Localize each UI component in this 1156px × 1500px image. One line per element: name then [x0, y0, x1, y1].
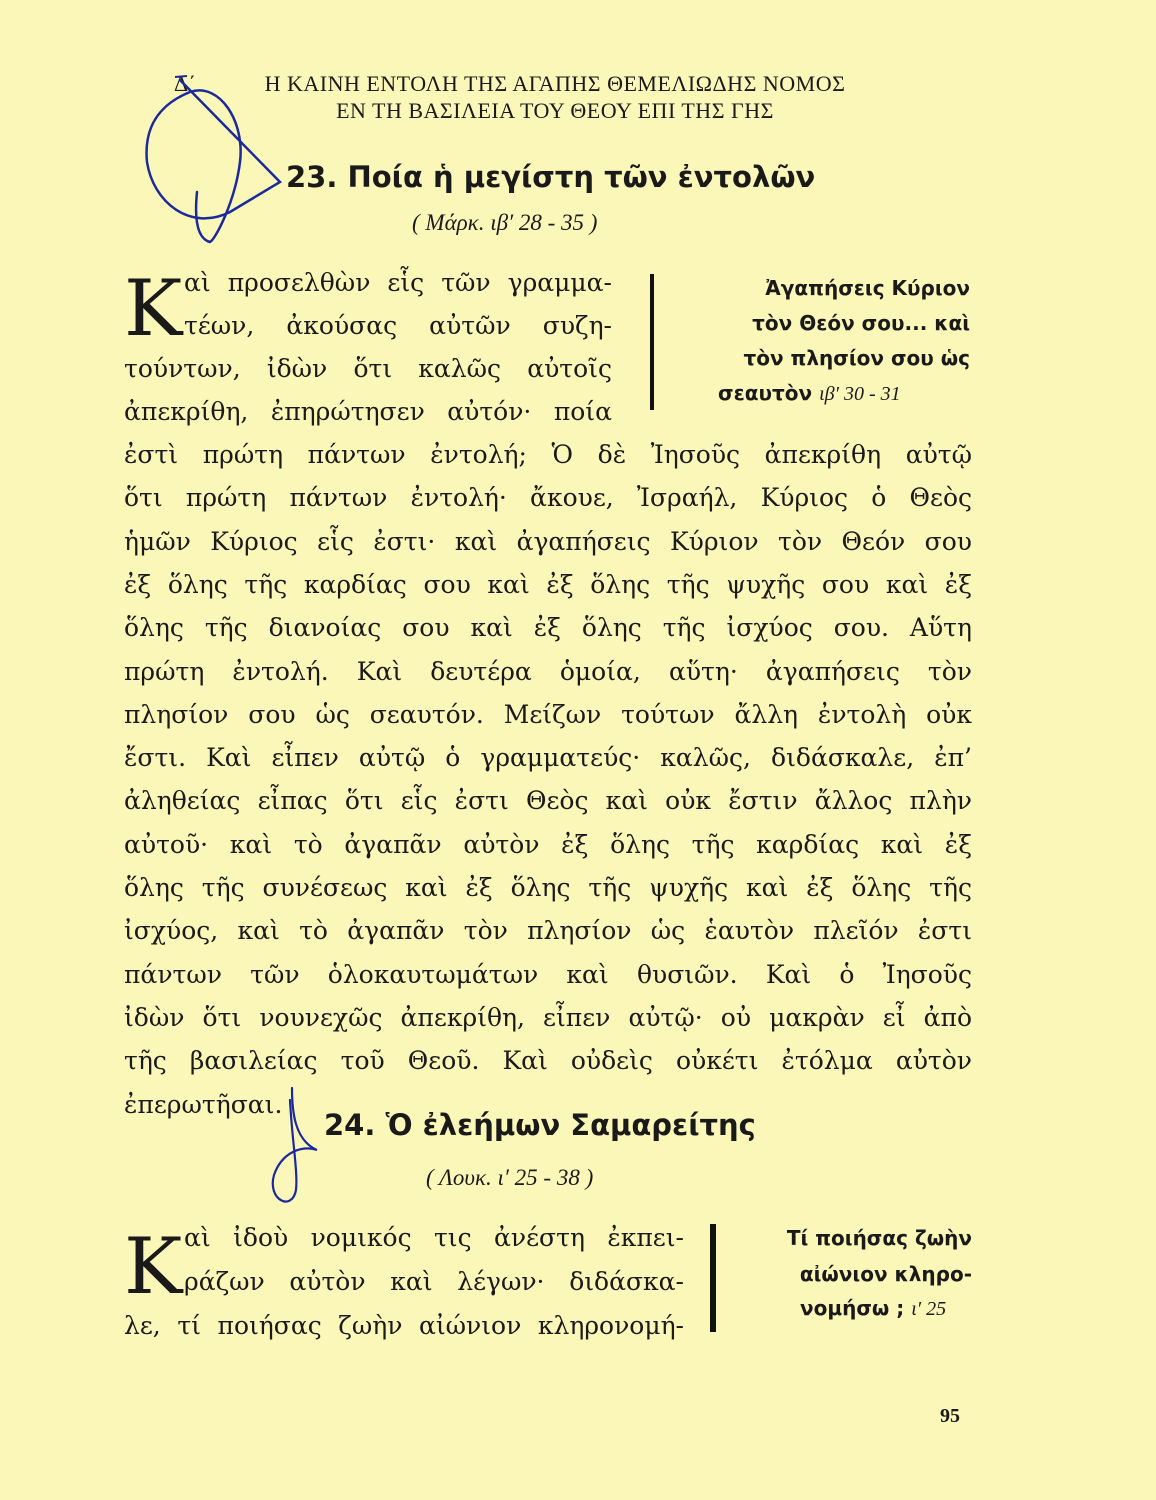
section-23-quote-line-3: τὸν πλησίον σου ὡς — [743, 346, 970, 370]
section-23-body-line: ἀληθείας εἶπας ὅτι εἷς ἐστι Θεὸς καὶ οὐκ ἔστιν ἄλλος πλὴν — [124, 786, 972, 816]
section-24-quote-last-word: νομήσω ; — [800, 1296, 905, 1320]
chapter-header-line-2: ΕΝ ΤΗ ΒΑΣΙΛΕΙΑ ΤΟΥ ΘΕΟΥ ΕΠΙ ΤΗΣ ΓΗΣ — [336, 98, 774, 123]
section-24-line-3: λε, τί ποιήσας ζωὴν αἰώνιον κληρονομή- — [124, 1311, 684, 1340]
section-23-body-line: ἔστι. Καὶ εἶπεν αὐτῷ ὁ γραμματεύς· καλῶς, διδάσκαλε, ἐπ’ — [124, 743, 972, 773]
section-24-reference: ( Λουκ. ι′ 25 - 38 ) — [426, 1165, 594, 1190]
section-23-quote-line-1: Ἀγαπήσεις Κύριον — [765, 276, 970, 300]
section-23-body-line: τῆς βασιλείας τοῦ Θεοῦ. Καὶ οὐδεὶς οὐκέτι ἐτόλμα αὐτὸν — [124, 1046, 972, 1076]
section-23-body-line: ὅτι πρώτη πάντων ἐντολή· ἄκουε, Ἰσραήλ, Κύριος ὁ Θεὸς — [124, 483, 972, 513]
chapter-marker: Δ΄ — [174, 71, 197, 96]
section-23-quote-last-word: σεαυτὸν — [718, 381, 813, 405]
section-23-body-line: ὅλης τῆς συνέσεως καὶ ἐξ ὅλης τῆς ψυχῆς καὶ ἐξ ὅλης τῆς — [124, 873, 972, 902]
section-23-title: 23. Ποία ἡ μεγίστη τῶν ἐντολῶν — [286, 160, 816, 194]
section-23-body-line: πλησίον σου ὡς σεαυτόν. Μείζων τούτων ἄλλη ἐντολὴ οὐκ — [124, 699, 972, 729]
section-23-line-2: τέων, ἀκούσας αὐτῶν συζη- — [184, 311, 612, 340]
section-23-body-line: ὅλης τῆς διανοίας σου καὶ ἐξ ὅλης τῆς ἰσχύος σου. Αὕτη — [124, 613, 972, 643]
page-number: 95 — [940, 1405, 960, 1427]
section-24-quote-divider — [710, 1224, 716, 1332]
section-23-line-1: αὶ προσελθὼν εἷς τῶν γραμμα- — [184, 268, 612, 297]
section-23-quote-reference: ιβ′ 30 - 31 — [819, 383, 901, 405]
section-23-body-line: ἡμῶν Κύριος εἷς ἐστι· καὶ ἀγαπήσεις Κύριον τὸν Θεόν σου — [124, 526, 972, 556]
section-24-line-1: αὶ ἰδοὺ νομικός τις ἀνέστη ἐκπει- — [184, 1223, 684, 1252]
section-23-quote-line-4 — [718, 381, 901, 406]
chapter-header-line-1: Η ΚΑΙΝΗ ΕΝΤΟΛΗ ΤΗΣ ΑΓΑΠΗΣ ΘΕΜΕΛΙΩΔΗΣ ΝΟΜΟΣ — [264, 71, 846, 96]
section-24-line-2: ράζων αὐτὸν καὶ λέγων· διδάσκα- — [184, 1267, 684, 1296]
section-24-quote-line-1: Τί ποιήσας ζωὴν — [786, 1226, 972, 1250]
section-23-dropcap: Κ — [124, 264, 183, 354]
section-23-body-line: πρώτη ἐντολή. Καὶ δευτέρα ὁμοία, αὕτη· ἀγαπήσεις τὸν — [124, 656, 972, 686]
section-23-body-line: ἐξ ὅλης τῆς καρδίας σου καὶ ἐξ ὅλης τῆς ψυχῆς σου καὶ ἐξ — [124, 569, 972, 599]
section-23-quote-divider — [650, 274, 654, 410]
section-23-body-line: ἐπερωτῆσαι. — [124, 1089, 283, 1119]
section-23-body-line: αὐτοῦ· καὶ τὸ ἀγαπᾶν αὐτὸν ἐξ ὅλης τῆς καρδίας καὶ ἐξ — [124, 829, 972, 859]
section-23-line-4: ἀπεκρίθη, ἐπηρώτησεν αὐτόν· ποία — [124, 397, 612, 426]
section-24-quote-line-2: αἰώνιον κληρο- — [799, 1262, 972, 1286]
section-23-body-line: πάντων τῶν ὁλοκαυτωμάτων καὶ θυσιῶν. Καὶ ὁ Ἰησοῦς — [124, 959, 972, 989]
section-23-quote-line-2: τὸν Θεόν σου... καὶ — [752, 311, 970, 335]
section-23-line-3: τούντων, ἰδὼν ὅτι καλῶς αὐτοῖς — [124, 354, 612, 383]
section-24-quote-line-3 — [800, 1296, 946, 1321]
section-23-body-line: ἰδὼν ὅτι νουνεχῶς ἀπεκρίθη, εἶπεν αὐτῷ· οὐ μακρὰν εἶ ἀπὸ — [124, 1002, 972, 1032]
section-23-body-line: ἐστὶ πρώτη πάντων ἐντολή; Ὁ δὲ Ἰησοῦς ἀπεκρίθη αὐτῷ — [124, 440, 972, 469]
section-24-dropcap: Κ — [124, 1222, 183, 1312]
chapter-header — [174, 70, 920, 124]
section-23-reference: ( Μάρκ. ιβ′ 28 - 35 ) — [412, 210, 598, 235]
section-24-title: 24. Ὁ ἐλεήμων Σαμαρείτης — [324, 1108, 756, 1142]
section-24-quote-reference: ι′ 25 — [911, 1298, 947, 1320]
section-23-body-line: ἰσχύος, καὶ τὸ ἀγαπᾶν τὸν πλησίον ὡς ἑαυτὸν πλεῖόν ἐστι — [124, 916, 972, 946]
